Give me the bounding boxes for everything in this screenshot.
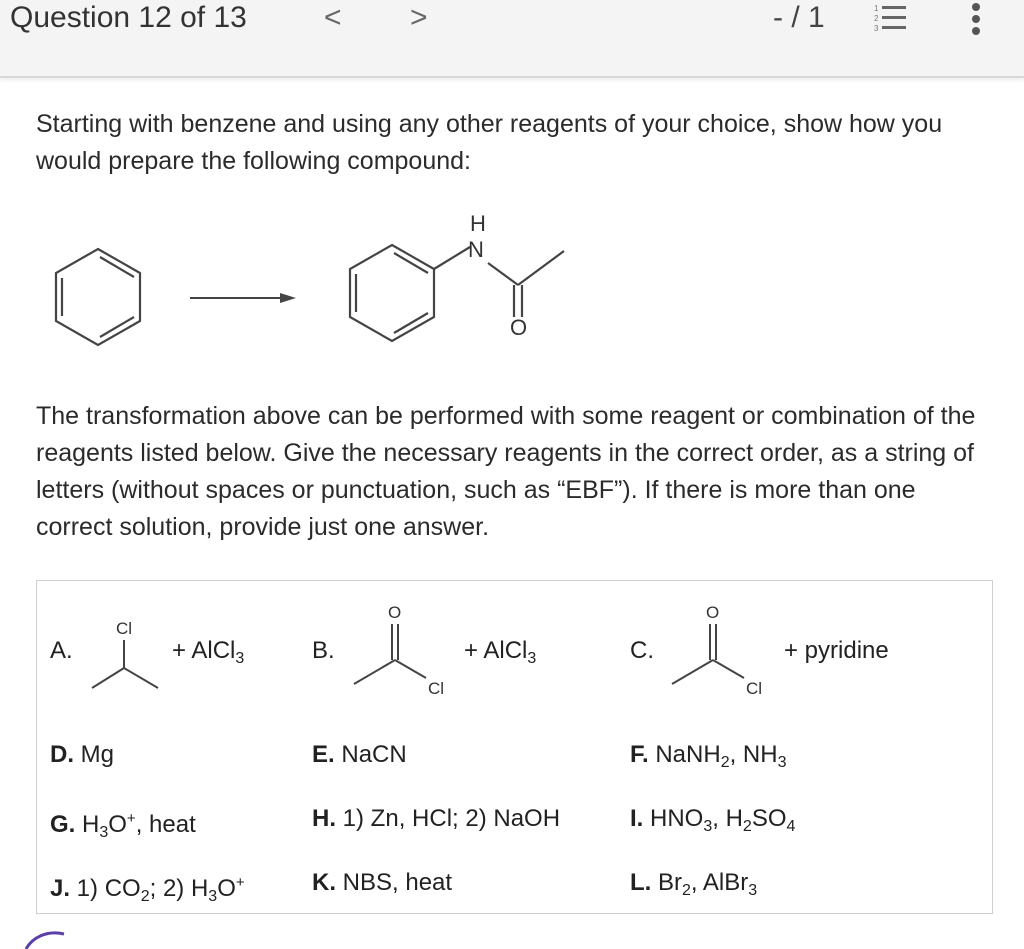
option-e: E. NaCN xyxy=(312,741,407,768)
option-c-text: + pyridine xyxy=(784,637,889,664)
option-b-atom-cl: Cl xyxy=(428,679,445,698)
option-a-letter: A. xyxy=(50,637,73,664)
acetyl-chloride-structure-b xyxy=(346,598,456,698)
svg-text:1: 1 xyxy=(874,4,879,13)
reaction-scheme xyxy=(40,205,600,355)
prev-question-button[interactable] xyxy=(324,0,342,36)
option-j: J. 1) $CO_2$; 2) $H_3O^+$ xyxy=(50,874,245,905)
list-icon[interactable] xyxy=(872,2,908,34)
product-atom-H: H xyxy=(470,211,486,236)
option-f: F. NaNH$_2$, $NH_3$ xyxy=(630,741,787,771)
question-title: Question 12 of 13 xyxy=(10,1,247,34)
reagent-options-box xyxy=(36,580,993,914)
top-bar xyxy=(0,0,1024,78)
question-description: The transformation above can be performed with some reagent or combination of the reagents listed below. Give the necessary reagents in the correct order, as a string of letters (without spaces or punctuation, such as “EBF”). If there is more than one correct solution, provide just one answer. xyxy=(36,402,976,541)
option-l: L. $Br_2$, AlBr$_3$ xyxy=(630,869,758,899)
option-c-atom-cl: Cl xyxy=(746,679,763,698)
option-a-atom-cl: Cl xyxy=(116,619,133,638)
svg-text:2: 2 xyxy=(874,14,879,23)
option-g: G. $H_3O^+$, heat xyxy=(50,810,196,841)
more-vertical-icon[interactable] xyxy=(966,2,986,36)
annotation-mark xyxy=(22,924,82,949)
svg-text:3: 3 xyxy=(874,24,879,33)
option-b-letter: B. xyxy=(312,637,335,664)
option-b-atom-o: O xyxy=(388,603,402,622)
benzene-structure xyxy=(56,249,140,345)
isopropyl-chloride-structure xyxy=(84,612,164,692)
option-h: H. 1) Zn, HCl; 2) NaOH xyxy=(312,805,561,832)
option-c-letter: C. xyxy=(630,637,654,664)
next-question-button[interactable] xyxy=(410,0,428,36)
reaction-arrow xyxy=(190,293,296,303)
chevron-left-icon: < xyxy=(324,1,342,34)
score-display: - / 1 xyxy=(773,1,825,34)
acetanilide-structure xyxy=(350,245,564,341)
option-b-text: + AlCl$_3$ xyxy=(464,637,537,667)
option-k: K. NBS, heat xyxy=(312,869,453,896)
product-atom-O: O xyxy=(510,315,528,340)
product-atom-N: N xyxy=(468,237,484,262)
option-d: D. Mg xyxy=(50,741,115,768)
acetyl-chloride-structure-c xyxy=(664,598,774,698)
option-i: I. $HNO_3$, $H_2SO_4$ xyxy=(630,805,796,835)
option-a-text: + AlCl$_3$ xyxy=(172,637,245,667)
option-c-atom-o: O xyxy=(706,603,720,622)
question-prompt: Starting with benzene and using any other reagents of your choice, show how you would prepare the following compound: xyxy=(36,110,943,175)
chevron-right-icon: > xyxy=(410,1,428,34)
